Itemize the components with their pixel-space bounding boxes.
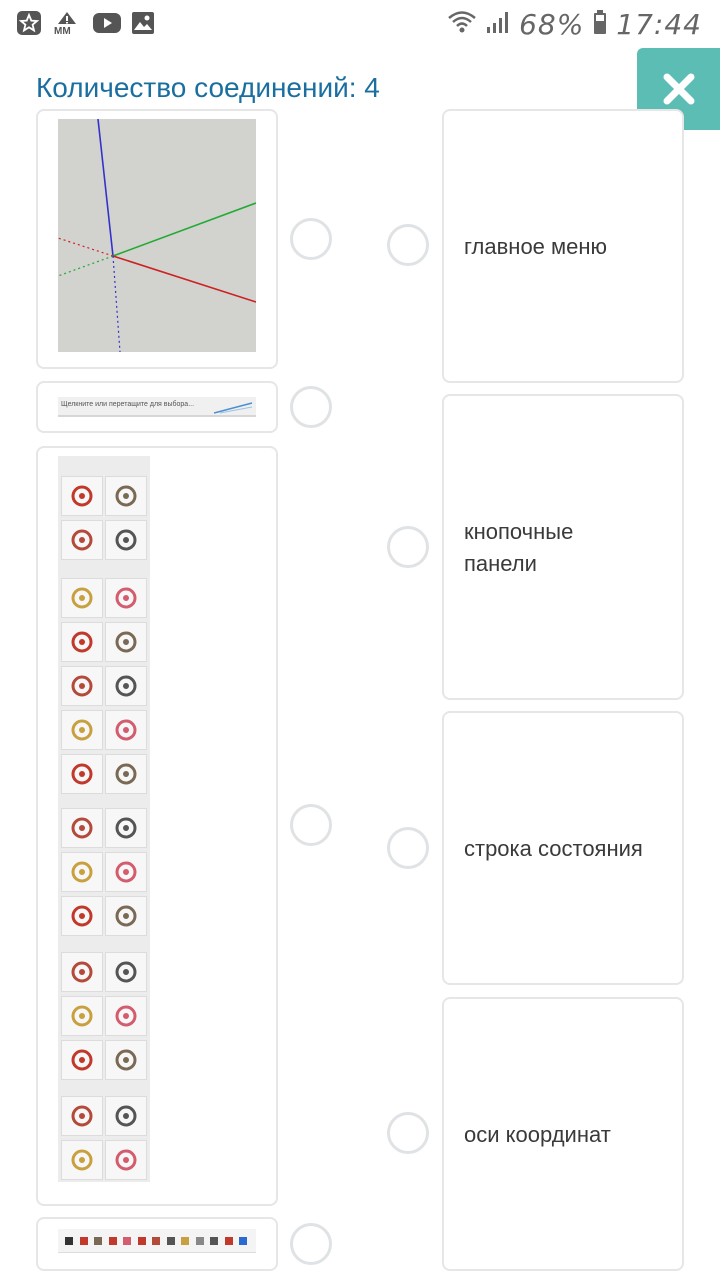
toolbar-tool-icon: [61, 578, 103, 618]
left-radio-3[interactable]: [290, 804, 332, 846]
left-card-axes[interactable]: [36, 109, 278, 369]
menu-tool-icon: [64, 1234, 74, 1246]
system-status: [447, 8, 702, 41]
battery-icon: [592, 9, 608, 40]
menu-image: [58, 1229, 256, 1253]
right-card-2[interactable]: [442, 394, 684, 700]
menu-tool-icon: [108, 1234, 118, 1246]
right-radio-4[interactable]: [387, 1112, 429, 1154]
menu-tool-icon: [151, 1234, 161, 1246]
menu-tool-icon: [79, 1234, 89, 1246]
toolbar-tool-icon: [61, 754, 103, 794]
right-radio-3[interactable]: [387, 827, 429, 869]
toolbar-tool-icon: [105, 710, 147, 750]
right-card-3[interactable]: [442, 711, 684, 985]
toolbar-tool-icon: [61, 996, 103, 1036]
menu-tool-icon: [166, 1234, 176, 1246]
toolbar-tool-icon: [61, 808, 103, 848]
toolbar-tool-icon: [105, 996, 147, 1036]
toolbar-tool-icon: [61, 1140, 103, 1180]
toolbar-tool-icon: [61, 666, 103, 706]
menu-tool-icon: [180, 1234, 190, 1246]
mm-label: MM: [54, 26, 71, 37]
youtube-icon: [92, 10, 118, 36]
toolbar-tool-icon: [105, 952, 147, 992]
menu-tool-icon: [195, 1234, 205, 1246]
toolbar-tool-icon: [61, 852, 103, 892]
notification-icons: [16, 10, 156, 36]
toolbar-tool-icon: [105, 754, 147, 794]
toolbar-tool-icon: [61, 1096, 103, 1136]
left-radio-1[interactable]: [290, 218, 332, 260]
left-card-menu[interactable]: [36, 1217, 278, 1271]
toolbar-tool-icon: [105, 520, 147, 560]
menu-tool-icon: [224, 1234, 234, 1246]
toolbar-tool-icon: [105, 1040, 147, 1080]
toolbar-tool-icon: [105, 578, 147, 618]
toolbar-tool-icon: [61, 520, 103, 560]
page-title: Количество соединений: 4: [36, 72, 380, 103]
menu-tool-icon: [93, 1234, 103, 1246]
toolbar-tool-icon: [61, 1040, 103, 1080]
battery-percent: 68%: [519, 8, 585, 41]
toolbar-tool-icon: [61, 622, 103, 662]
toolbar-tool-icon: [105, 896, 147, 936]
toolbar-tool-icon: [105, 476, 147, 516]
toolbar-tool-icon: [105, 1096, 147, 1136]
close-icon: [662, 72, 696, 106]
right-radio-2[interactable]: [387, 526, 429, 568]
toolbar-tool-icon: [61, 896, 103, 936]
wifi-icon: [447, 9, 477, 40]
right-card-label: кнопочные панели: [464, 519, 574, 576]
toolbar-tool-icon: [105, 1140, 147, 1180]
mm-network-icon: [54, 10, 80, 36]
left-radio-2[interactable]: [290, 386, 332, 428]
toolbar-tool-icon: [61, 710, 103, 750]
status-bar: [0, 0, 720, 48]
right-card-label: главное меню: [464, 234, 608, 259]
menu-tool-icon: [238, 1234, 248, 1246]
menu-tool-icon: [209, 1234, 219, 1246]
signal-icon: [485, 9, 511, 40]
star-badge-icon: [16, 10, 42, 36]
toolbar-tool-icon: [61, 952, 103, 992]
toolbar-tool-icon: [105, 808, 147, 848]
menu-tool-icon: [137, 1234, 147, 1246]
toolbar-tool-icon: [105, 666, 147, 706]
left-card-status-bar[interactable]: [36, 381, 278, 433]
menu-tool-icon: [122, 1234, 132, 1246]
axes-image: [58, 119, 256, 352]
clock: 17:44: [616, 8, 702, 41]
toolbar-tool-icon: [61, 476, 103, 516]
image-icon: [130, 10, 156, 36]
right-card-label: оси координат: [464, 1122, 611, 1147]
right-card-1[interactable]: [442, 109, 684, 383]
right-card-label: строка состояния: [464, 836, 643, 861]
toolbar-tool-icon: [105, 622, 147, 662]
toolbars-image: [58, 456, 150, 1182]
status-bar-image-text: Щелкните или перетащите для выбора...: [61, 401, 195, 408]
left-card-toolbars[interactable]: [36, 446, 278, 1206]
toolbar-tool-icon: [105, 852, 147, 892]
status-bar-image: [58, 397, 256, 417]
right-radio-1[interactable]: [387, 224, 429, 266]
right-card-4[interactable]: [442, 997, 684, 1271]
left-radio-4[interactable]: [290, 1223, 332, 1265]
